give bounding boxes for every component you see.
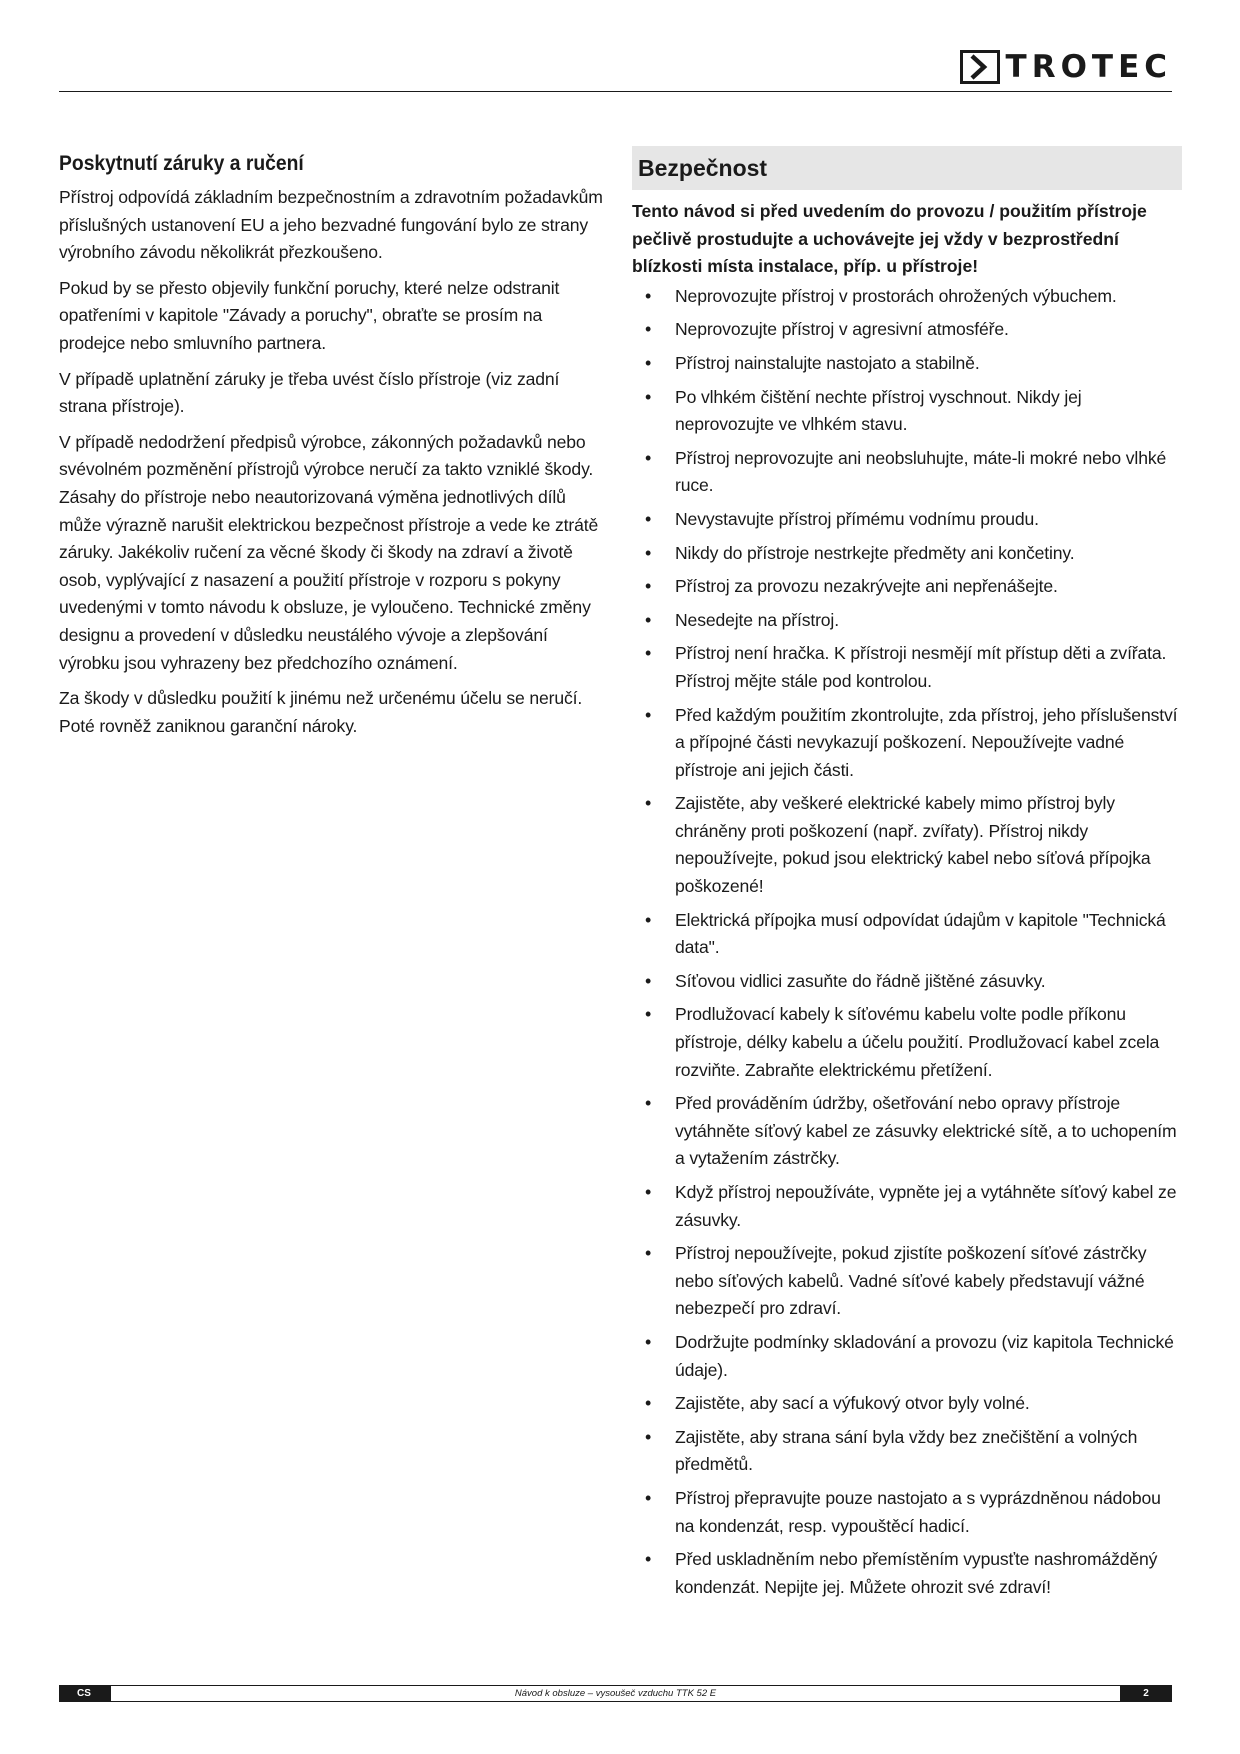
- safety-heading-box: [632, 146, 1182, 190]
- list-item: • Nikdy do přístroje nestrkejte předměty ani končetiny.: [632, 540, 1182, 568]
- trotec-logo: [960, 50, 1172, 84]
- list-item: • Po vlhkém čištění nechte přístroj vyschnout. Nikdy jej neprovozujte ve vlhkém stavu.: [632, 384, 1182, 439]
- list-item: • Neprovozujte přístroj v agresivní atmosféře.: [632, 316, 1182, 344]
- list-item: • Přístroj nainstalujte nastojato a stabilně.: [632, 350, 1182, 378]
- header-rule: [59, 91, 1172, 92]
- list-item: • Prodlužovací kabely k síťovému kabelu volte podle příkonu přístroje, délky kabelu a účelu použití. Prodlužovací kabel zcela rozviňte. Zabraňte elektrickému přetížení.: [632, 1001, 1182, 1084]
- list-item: • Před uskladněním nebo přemístěním vypusťte nashromážděný kondenzát. Nepijte jej. Můžete ohrozit své zdraví!: [632, 1546, 1182, 1601]
- list-item: • Když přístroj nepoužíváte, vypněte jej a vytáhněte síťový kabel ze zásuvky.: [632, 1179, 1182, 1234]
- list-item: • Neprovozujte přístroj v prostorách ohrožených výbuchem.: [632, 283, 1182, 311]
- footer-page-number: 2: [1120, 1686, 1172, 1701]
- list-item: • Elektrická přípojka musí odpovídat údajům v kapitole "Technická data".: [632, 907, 1182, 962]
- warranty-paragraph: Pokud by se přesto objevily funkční poruchy, které nelze odstranit opatřeními v kapitole "Závady a poruchy", obraťte se prosím na prodejce nebo smluvního partnera.: [59, 277, 560, 353]
- list-item: • Před prováděním údržby, ošetřování nebo opravy přístroje vytáhněte síťový kabel ze zásuvky elektrické sítě, a to uchopením a vytažením zástrčky.: [632, 1090, 1182, 1173]
- safety-heading: Bezpečnost: [638, 154, 768, 181]
- list-item: • Dodržujte podmínky skladování a provozu (viz kapitola Technické údaje).: [632, 1329, 1182, 1384]
- list-item: • Zajistěte, aby strana sání byla vždy bez znečištění a volných předmětů.: [632, 1424, 1182, 1479]
- footer-language: CS: [59, 1686, 111, 1701]
- list-item: • Přístroj za provozu nezakrývejte ani nepřenášejte.: [632, 573, 1182, 601]
- brand-name: TROTEC: [1005, 49, 1172, 85]
- warranty-paragraph: V případě nedodržení předpisů výrobce, zákonných požadavků nebo svévolném pozměnění přístrojů výrobce neručí za takto vzniklé škody. Zásahy do přístroje nebo neautorizovaná výměna jednotlivých dílů může výrazně narušit elektrickou bezpečnost přístroje a vede ke ztrátě záruky. Jakékoliv ručení za věcné škody či škody na zdraví a životě osob, vyplývající z nasazení a použití přístroje v rozporu s pokyny uvedenými v tomto návodu k obsluze, je vyloučeno. Technické změny designu a provedení v důsledku neustálého vývoje a zlepšování výrobku jsou vyhrazeny bez předchozího oznámení.: [59, 431, 599, 673]
- list-item: • Zajistěte, aby sací a výfukový otvor byly volné.: [632, 1390, 1182, 1418]
- page-footer: [59, 1685, 1172, 1702]
- list-item: • Přístroj neprovozujte ani neobsluhujte, máte-li mokré nebo vlhké ruce.: [632, 445, 1182, 500]
- list-item: • Přístroj není hračka. K přístroji nesmějí mít přístup děti a zvířata. Přístroj mějte stále pod kontrolou.: [632, 640, 1182, 695]
- warranty-paragraph: Přístroj odpovídá základním bezpečnostním a zdravotním požadavkům příslušných ustanovení EU a jeho bezvadné fungování bylo ze strany výrobního závodu několikrát přezkoušeno.: [59, 187, 603, 263]
- list-item: • Přístroj nepoužívejte, pokud zjistíte poškození síťové zástrčky nebo síťových kabelů. Vadné síťové kabely představují vážné nebezpečí pro zdraví.: [632, 1240, 1182, 1323]
- footer-document-title: Návod k obsluze – vysoušeč vzduchu TTK 52 E: [514, 1688, 717, 1699]
- trotec-chevron-icon: [960, 50, 1000, 84]
- warranty-title: Poskytnutí záruky a ručení: [59, 152, 304, 175]
- safety-intro: Tento návod si před uvedením do provozu / použitím přístroje pečlivě prostudujte a uchovávejte jej vždy v bezprostřední blízkosti místa instalace, příp. u přístroje!: [632, 201, 1147, 277]
- safety-list: [632, 283, 1182, 1602]
- list-item: • Přístroj přepravujte pouze nastojato a s vyprázdněnou nádobou na kondenzát, resp. vypouštěcí hadicí.: [632, 1485, 1182, 1540]
- list-item: • Nevystavujte přístroj přímému vodnímu proudu.: [632, 506, 1182, 534]
- warranty-paragraph: Za škody v důsledku použití k jinému než určenému účelu se neručí. Poté rovněž zaniknou garanční nároky.: [59, 688, 583, 736]
- list-item: • Zajistěte, aby veškeré elektrické kabely mimo přístroj byly chráněny proti poškození (např. zvířaty). Přístroj nikdy nepoužívejte, pokud jsou elektrický kabel nebo síťová přípojka poškozené!: [632, 790, 1182, 900]
- safety-section: [632, 146, 1182, 1607]
- warranty-section: [59, 150, 609, 748]
- list-item: • Nesedejte na přístroj.: [632, 607, 1182, 635]
- list-item: • Před každým použitím zkontrolujte, zda přístroj, jeho příslušenství a přípojné části nevykazují poškození. Nepoužívejte vadné přístroje ani jejich části.: [632, 702, 1182, 785]
- list-item: • Síťovou vidlici zasuňte do řádně jištěné zásuvky.: [632, 968, 1182, 996]
- warranty-paragraph: V případě uplatnění záruky je třeba uvést číslo přístroje (viz zadní strana přístroje).: [59, 368, 560, 417]
